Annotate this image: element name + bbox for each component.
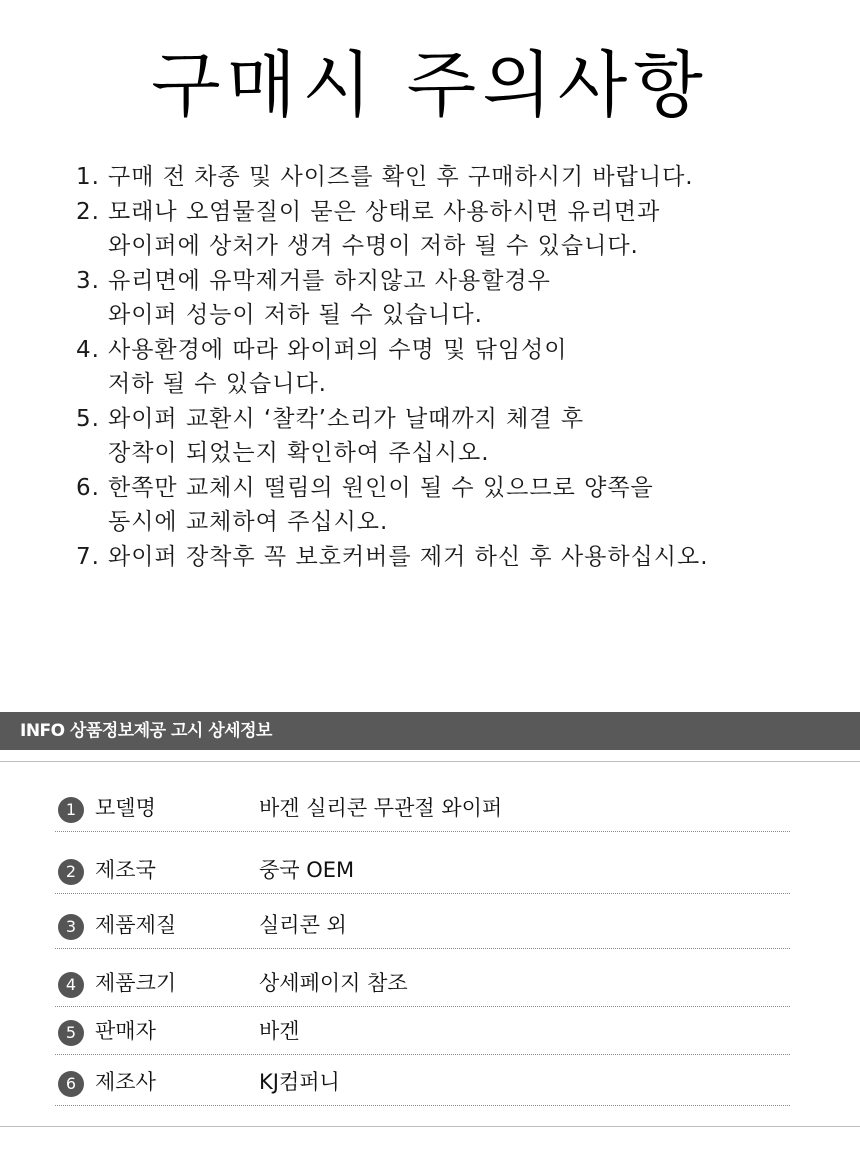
row-value: 바겐 [259,1019,300,1043]
table-row [55,894,790,949]
caution-item [76,264,836,333]
table-row [55,949,790,1007]
table-row [55,832,790,894]
row-number-badge: 1 [58,797,84,823]
divider [0,761,860,762]
row-value: 중국 OEM [259,858,355,882]
caution-item [76,160,836,195]
caution-number: 6. [76,474,100,501]
row-value: 실리콘 외 [259,913,347,937]
row-number-badge: 2 [58,859,84,885]
row-label: 모델명 [95,796,156,820]
row-number-badge: 4 [58,972,84,998]
table-row [55,1007,790,1055]
product-info-table [55,780,790,1106]
caution-number: 7. [76,543,100,570]
row-number-badge: 3 [58,914,84,940]
caution-text: 와이퍼 장착후 꼭 보호커버를 제거 하신 후 사용하십시오. [108,543,709,570]
row-label: 제품크기 [95,971,177,995]
caution-text: 유리면에 유막제거를 하지않고 사용할경우 와이퍼 성능이 저하 될 수 있습니다. [108,267,551,328]
row-value: 바겐 실리콘 무관절 와이퍼 [259,796,503,820]
caution-text: 구매 전 차종 및 사이즈를 확인 후 구매하시기 바랍니다. [108,164,694,190]
row-number-badge: 5 [58,1020,84,1046]
row-value: KJ컴퍼니 [259,1070,340,1094]
caution-text: 사용환경에 따라 와이퍼의 수명 및 닦임성이 저하 될 수 있습니다. [108,336,568,397]
row-label: 제조국 [95,858,156,882]
caution-number: 4. [76,336,100,363]
caution-text: 한쪽만 교체시 떨림의 원인이 될 수 있으므로 양쪽을 동시에 교체하여 주십시오. [108,474,654,535]
caution-number: 5. [76,405,100,432]
caution-item [76,402,836,471]
row-label: 판매자 [95,1019,156,1043]
table-row [55,780,790,832]
caution-number: 1. [76,164,100,190]
caution-number: 3. [76,267,100,294]
divider [0,1126,860,1127]
caution-list [76,160,836,574]
caution-text: 와이퍼 교환시 ‘찰칵’소리가 날때까지 체결 후 장착이 되었는지 확인하여 주십시오. [108,405,585,466]
caution-item [76,195,836,264]
table-row [55,1055,790,1106]
row-label: 제품제질 [95,913,177,937]
info-header-bar: INFO 상품정보제공 고시 상세정보 [0,712,860,750]
caution-text: 모래나 오염물질이 묻은 상태로 사용하시면 유리면과 와이퍼에 상처가 생겨 수명이 저하 될 수 있습니다. [108,198,661,259]
row-label: 제조사 [95,1070,156,1094]
row-number-badge: 6 [58,1071,84,1097]
caution-item [76,471,836,540]
page-title: 구매시 주의사항 [151,43,709,127]
row-value: 상세페이지 참조 [259,971,408,995]
caution-item [76,333,836,402]
caution-item [76,540,836,575]
caution-number: 2. [76,198,100,225]
